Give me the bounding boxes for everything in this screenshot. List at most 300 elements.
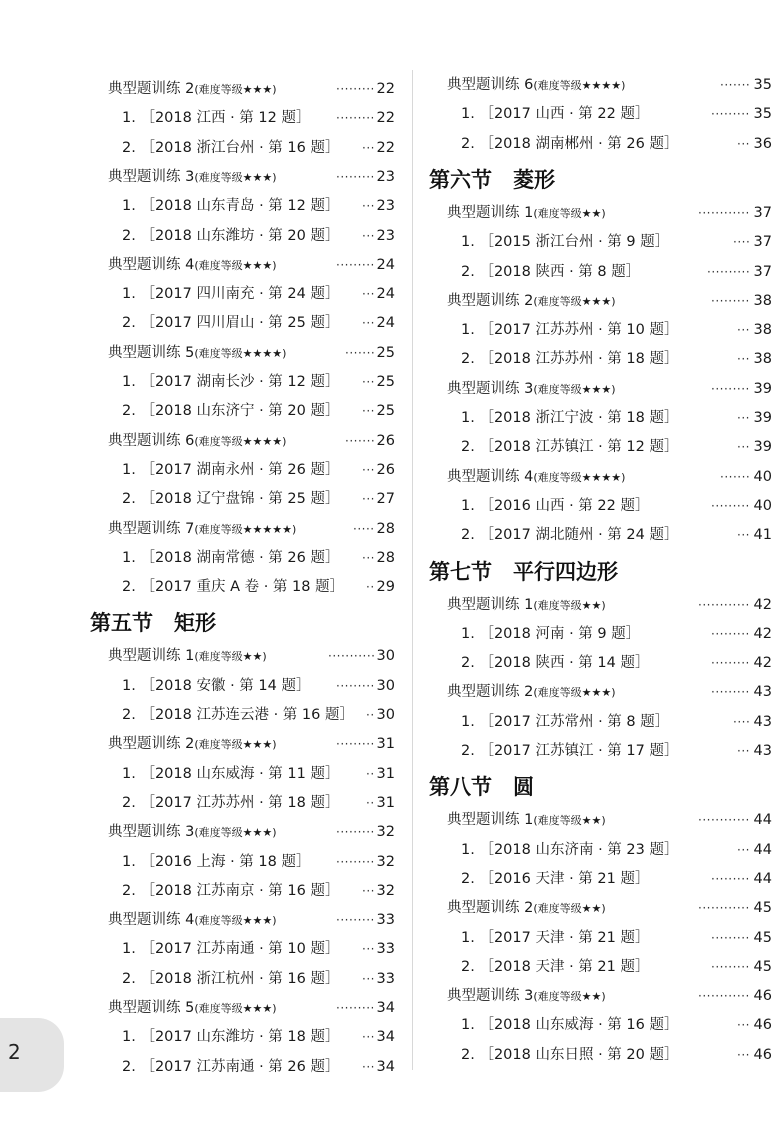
training-entry[interactable] <box>415 200 780 226</box>
entry-label <box>461 101 649 127</box>
problem-entry[interactable] <box>415 131 780 157</box>
page-ref: 24 <box>376 286 395 303</box>
entry-title: 1. ［2017 湖南长沙 · 第 12 题］ <box>122 374 340 390</box>
entry-title: 2. ［2018 山东潍坊 · 第 20 题］ <box>122 227 340 244</box>
entry-label <box>108 995 277 1022</box>
difficulty-rating: (难度等级★★★) <box>194 83 277 96</box>
page-ref: 23 <box>376 198 395 215</box>
leader-dots: ············ <box>698 901 750 916</box>
problem-entry[interactable] <box>0 135 405 161</box>
page-ref: 27 <box>376 491 395 508</box>
page-ref: 33 <box>376 912 395 929</box>
entry-label <box>447 895 606 922</box>
entry-label <box>122 193 339 219</box>
problem-entry[interactable] <box>0 761 405 787</box>
entry-title: 1. ［2018 安徽 · 第 14 题］ <box>122 677 311 694</box>
leader-dots: ········· <box>711 930 750 945</box>
entry-title: 1. ［2017 江苏常州 · 第 8 题］ <box>461 713 670 730</box>
training-entry[interactable] <box>415 983 780 1009</box>
problem-entry[interactable] <box>0 673 405 699</box>
entry-title: 2. ［2017 四川眉山 · 第 25 题］ <box>122 315 340 332</box>
training-entry[interactable] <box>0 252 405 278</box>
problem-entry[interactable] <box>0 457 405 483</box>
page-ref: 40 <box>753 497 772 514</box>
entry-label <box>461 434 678 460</box>
difficulty-rating: (难度等级★★★) <box>533 382 616 396</box>
problem-entry[interactable] <box>0 398 405 424</box>
page-ref: 42 <box>753 625 772 642</box>
entry-label <box>461 738 678 764</box>
problem-entry[interactable] <box>415 1012 780 1038</box>
entry-title: 典型题训练 6 <box>108 432 195 449</box>
leader-dots: ··· <box>362 942 375 957</box>
page-ref: 24 <box>376 256 395 273</box>
training-entry[interactable] <box>0 643 405 669</box>
page-ref: 45 <box>753 958 772 975</box>
training-entry[interactable] <box>415 72 780 98</box>
problem-entry[interactable] <box>415 405 780 431</box>
problem-entry[interactable] <box>415 837 780 863</box>
entry-title: 典型题训练 5 <box>108 344 195 361</box>
entry-label <box>122 545 339 571</box>
entry-title: 1. ［2017 江苏苏州 · 第 10 题］ <box>461 322 679 339</box>
difficulty-rating: (难度等级★★) <box>533 902 606 916</box>
entry-label <box>122 790 339 816</box>
entry-title: 1. ［2017 天津 · 第 21 题］ <box>461 929 650 946</box>
entry-title: 1. ［2018 山东威海 · 第 11 题］ <box>122 765 340 782</box>
entry-title: 1. ［2018 浙江宁波 · 第 18 题］ <box>461 410 679 426</box>
leader-dots: ······· <box>345 433 375 448</box>
leader-dots: ··· <box>737 744 750 758</box>
section-heading: 第五节 矩形 <box>90 610 216 636</box>
page-ref: 22 <box>376 81 395 97</box>
leader-dots: ········· <box>711 626 750 641</box>
leader-dots: ·· <box>366 766 375 781</box>
entry-title: 典型题训练 1 <box>108 648 195 665</box>
entry-label <box>461 925 649 951</box>
problem-entry[interactable] <box>0 369 405 395</box>
entry-title: 1. ［2017 四川南充 · 第 24 题］ <box>122 286 340 303</box>
leader-dots: ········· <box>711 871 750 886</box>
page-ref: 30 <box>376 677 395 694</box>
entry-title: 典型题训练 4 <box>108 256 195 273</box>
entry-label <box>122 457 339 483</box>
entry-label <box>447 807 606 834</box>
difficulty-rating: (难度等级★★★) <box>194 826 277 840</box>
entry-title: 典型题训练 1 <box>447 596 534 613</box>
training-entry[interactable] <box>415 807 780 833</box>
page-ref: 35 <box>753 77 772 93</box>
training-entry[interactable] <box>415 376 780 402</box>
page-ref: 34 <box>376 1058 395 1075</box>
entry-title: 典型题训练 2 <box>447 900 534 917</box>
entry-title: 2. ［2017 江苏南通 · 第 26 题］ <box>122 1058 340 1075</box>
entry-title: 典型题训练 1 <box>447 204 534 221</box>
page-ref: 37 <box>753 263 772 280</box>
leader-dots: ··· <box>737 1047 750 1062</box>
entry-title: 2. ［2018 湖南郴州 · 第 26 题］ <box>461 135 679 152</box>
training-entry[interactable] <box>0 995 405 1021</box>
entry-label <box>122 486 339 512</box>
problem-entry[interactable] <box>415 346 780 372</box>
leader-dots: ········· <box>711 959 750 974</box>
leader-dots: ··· <box>737 352 750 367</box>
difficulty-rating: (难度等级★★★) <box>533 294 616 308</box>
entry-label <box>122 223 339 249</box>
leader-dots: ·· <box>366 708 375 722</box>
entry-title: 1. ［2018 江西 · 第 12 题］ <box>122 110 311 127</box>
problem-entry[interactable] <box>0 193 405 219</box>
entry-label <box>447 679 616 706</box>
problem-entry[interactable] <box>0 486 405 512</box>
leader-dots: ··· <box>362 404 375 419</box>
difficulty-rating: (难度等级★★) <box>533 814 606 828</box>
problem-entry[interactable] <box>415 650 780 676</box>
difficulty-rating: (难度等级★★) <box>533 990 606 1004</box>
training-entry[interactable] <box>415 464 780 490</box>
entry-title: 2. ［2018 山东济宁 · 第 20 题］ <box>122 403 340 420</box>
difficulty-rating: (难度等级★★★★) <box>194 434 287 448</box>
leader-dots: ············ <box>698 813 750 828</box>
leader-dots: ··· <box>737 440 750 455</box>
page-ref: 28 <box>376 520 395 537</box>
entry-title: 2. ［2016 天津 · 第 21 题］ <box>461 870 650 887</box>
page-ref: 46 <box>753 1046 772 1063</box>
entry-label <box>461 346 678 372</box>
entry-title: 典型题训练 2 <box>108 736 195 753</box>
entry-label <box>108 76 277 103</box>
entry-title: 1. ［2016 上海 · 第 18 题］ <box>122 853 311 870</box>
page-ref: 46 <box>753 988 772 1005</box>
page-ref: 34 <box>376 1029 395 1046</box>
entry-title: 1. ［2017 江苏南通 · 第 10 题］ <box>122 941 340 958</box>
leader-dots: ············ <box>698 597 750 612</box>
problem-entry[interactable] <box>415 434 780 460</box>
page-ref: 43 <box>753 743 772 759</box>
page-ref: 29 <box>376 579 395 596</box>
leader-dots: ········· <box>336 257 375 272</box>
page-ref: 23 <box>376 227 395 244</box>
problem-entry[interactable] <box>0 849 405 875</box>
entry-label <box>122 936 339 962</box>
leader-dots: ··· <box>362 462 375 477</box>
section-heading: 第七节 平行四边形 <box>429 558 618 584</box>
problem-entry[interactable] <box>415 709 780 735</box>
entry-title: 1. ［2018 湖南常德 · 第 26 题］ <box>122 549 340 566</box>
leader-dots: ········· <box>336 678 375 693</box>
page-ref: 46 <box>753 1017 772 1034</box>
entry-label <box>461 131 678 157</box>
leader-dots: ··· <box>737 411 750 425</box>
leader-dots: ··· <box>362 883 375 898</box>
leader-dots: ········· <box>336 737 375 752</box>
training-entry[interactable] <box>0 731 405 757</box>
entry-title: 2. ［2018 浙江台州 · 第 16 题］ <box>122 139 340 156</box>
page-ref: 39 <box>753 410 772 426</box>
page-ref: 26 <box>376 432 395 449</box>
entry-label <box>108 907 277 934</box>
problem-entry[interactable] <box>0 545 405 571</box>
page-ref: 32 <box>376 882 395 899</box>
entry-label <box>122 1054 339 1080</box>
leader-dots: ······· <box>345 345 375 360</box>
problem-entry[interactable] <box>415 621 780 647</box>
page-ref: 31 <box>376 765 395 782</box>
leader-dots: ··· <box>362 971 375 986</box>
entry-label <box>461 954 649 980</box>
page-ref: 22 <box>376 110 395 127</box>
entry-label <box>122 673 310 699</box>
problem-entry[interactable] <box>0 310 405 336</box>
entry-title: 2. ［2018 江苏连云港 · 第 16 题］ <box>122 707 354 723</box>
entry-title: 2. ［2017 江苏镇江 · 第 17 题］ <box>461 743 679 759</box>
problem-entry[interactable] <box>415 954 780 980</box>
entry-title: 1. ［2018 山东威海 · 第 16 题］ <box>461 1017 679 1034</box>
problem-entry[interactable] <box>415 229 780 255</box>
problem-entry[interactable] <box>0 936 405 962</box>
entry-label <box>122 966 339 992</box>
page-ref: 39 <box>753 380 772 397</box>
difficulty-rating: (难度等级★★★) <box>194 258 277 272</box>
leader-dots: ········· <box>336 1001 375 1015</box>
page-ref: 23 <box>376 168 395 185</box>
entry-title: 典型题训练 5 <box>108 1000 195 1016</box>
entry-label <box>461 1042 678 1068</box>
entry-title: 2. ［2017 湖北随州 · 第 24 题］ <box>461 527 679 544</box>
entry-label <box>108 731 277 758</box>
leader-dots: ··· <box>737 528 750 543</box>
entry-label <box>447 983 606 1010</box>
page-ref: 22 <box>376 139 395 156</box>
entry-label <box>122 105 310 131</box>
entry-label <box>461 259 640 285</box>
problem-entry[interactable] <box>415 866 780 892</box>
entry-title: 2. ［2018 江苏镇江 · 第 12 题］ <box>461 439 679 456</box>
page-ref: 28 <box>376 549 395 566</box>
problem-entry[interactable] <box>415 317 780 343</box>
leader-dots: ·········· <box>707 264 750 279</box>
entry-label <box>461 229 669 255</box>
leader-dots: ··· <box>362 375 375 389</box>
entry-title: 典型题训练 2 <box>447 684 534 701</box>
leader-dots: ··· <box>362 1059 375 1074</box>
leader-dots: ········· <box>711 685 750 700</box>
entry-title: 典型题训练 2 <box>108 81 195 97</box>
entry-title: 2. ［2018 陕西 · 第 8 题］ <box>461 263 641 280</box>
training-entry[interactable] <box>0 340 405 366</box>
leader-dots: ··· <box>362 140 375 155</box>
entry-label <box>122 574 344 600</box>
problem-entry[interactable] <box>0 223 405 249</box>
page-number-tab <box>0 1018 64 1092</box>
training-entry[interactable] <box>415 592 780 618</box>
leader-dots: ··· <box>362 316 375 331</box>
entry-title: 2. ［2017 江苏苏州 · 第 18 题］ <box>122 794 340 811</box>
problem-entry[interactable] <box>0 702 405 728</box>
entry-label <box>108 164 277 191</box>
problem-entry[interactable] <box>415 493 780 519</box>
leader-dots: ············ <box>698 989 750 1004</box>
problem-entry[interactable] <box>415 101 780 127</box>
entry-title: 1. ［2017 山西 · 第 22 题］ <box>461 106 650 123</box>
page-ref: 38 <box>753 292 772 309</box>
entry-label <box>447 72 625 99</box>
page-ref: 31 <box>376 794 395 811</box>
difficulty-rating: (难度等级★★) <box>533 598 606 612</box>
entry-title: 典型题训练 4 <box>447 468 534 485</box>
entry-label <box>108 643 267 670</box>
difficulty-rating: (难度等级★★★) <box>194 738 277 752</box>
leader-dots: ·· <box>366 795 375 810</box>
entry-title: 典型题训练 2 <box>447 292 534 309</box>
training-entry[interactable] <box>415 895 780 921</box>
page-ref: 25 <box>376 403 395 420</box>
entry-title: 1. ［2018 山东济南 · 第 23 题］ <box>461 841 679 858</box>
page-ref: 25 <box>376 374 395 390</box>
training-entry[interactable] <box>0 516 405 542</box>
problem-entry[interactable] <box>0 574 405 600</box>
page-ref: 40 <box>753 468 772 485</box>
page-ref: 39 <box>753 439 772 456</box>
page-ref: 45 <box>753 929 772 946</box>
entry-label <box>461 650 649 676</box>
entry-label <box>461 493 649 519</box>
entry-title: 典型题训练 3 <box>447 380 534 397</box>
page-ref: 43 <box>753 713 772 730</box>
page-ref: 25 <box>376 344 395 361</box>
entry-title: 典型题训练 3 <box>447 988 534 1005</box>
leader-dots: ··· <box>737 323 750 338</box>
problem-entry[interactable] <box>0 281 405 307</box>
entry-label <box>461 1012 678 1038</box>
entry-title: 2. ［2018 江苏苏州 · 第 18 题］ <box>461 351 679 368</box>
problem-entry[interactable] <box>0 966 405 992</box>
training-entry[interactable] <box>0 76 405 102</box>
entry-title: 典型题训练 3 <box>108 168 195 185</box>
problem-entry[interactable] <box>415 259 780 285</box>
entry-label <box>122 135 339 161</box>
difficulty-rating: (难度等级★★) <box>533 206 606 220</box>
page-ref: 33 <box>376 970 395 987</box>
page-ref: 32 <box>376 824 395 841</box>
entry-title: 1. ［2018 山东青岛 · 第 12 题］ <box>122 198 340 215</box>
difficulty-rating: (难度等级★★★★) <box>533 470 626 484</box>
entry-label <box>122 1024 339 1050</box>
entry-label <box>447 200 606 227</box>
problem-entry[interactable] <box>0 878 405 904</box>
entry-title: 典型题训练 1 <box>447 812 534 829</box>
entry-label <box>108 516 296 543</box>
leader-dots: ··· <box>737 136 750 151</box>
page-ref: 43 <box>753 684 772 701</box>
leader-dots: ········· <box>711 656 750 671</box>
training-entry[interactable] <box>0 428 405 454</box>
leader-dots: ··· <box>362 287 375 302</box>
problem-entry[interactable] <box>0 105 405 131</box>
entry-label <box>447 376 616 403</box>
page-ref: 41 <box>753 527 772 544</box>
entry-title: 2. ［2017 重庆 A 卷 · 第 18 题］ <box>122 579 345 596</box>
leader-dots: ··· <box>362 550 375 565</box>
problem-entry[interactable] <box>415 925 780 951</box>
difficulty-rating: (难度等级★★) <box>194 650 267 664</box>
entry-label <box>108 252 277 279</box>
training-entry[interactable] <box>0 819 405 845</box>
entry-label <box>122 702 354 728</box>
page-ref: 34 <box>376 1000 395 1016</box>
entry-title: 2. ［2018 陕西 · 第 14 题］ <box>461 655 650 672</box>
leader-dots: ··· <box>362 492 375 507</box>
problem-entry[interactable] <box>415 522 780 548</box>
entry-title: 1. ［2015 浙江台州 · 第 9 题］ <box>461 234 670 251</box>
leader-dots: ······· <box>720 78 750 92</box>
leader-dots: ·· <box>366 580 375 595</box>
leader-dots: ··· <box>737 1018 750 1033</box>
section-heading: 第八节 圆 <box>429 774 534 800</box>
entry-title: 典型题训练 3 <box>108 824 195 841</box>
entry-label <box>122 878 339 904</box>
entry-label <box>461 405 678 431</box>
page-ref: 36 <box>753 135 772 152</box>
page-ref: 44 <box>753 870 772 887</box>
leader-dots: ··········· <box>328 649 375 664</box>
leader-dots: ··· <box>362 199 375 214</box>
difficulty-rating: (难度等级★★★) <box>533 686 616 700</box>
leader-dots: ············ <box>698 205 750 220</box>
entry-label <box>108 340 286 367</box>
training-entry[interactable] <box>415 288 780 314</box>
training-entry[interactable] <box>415 679 780 705</box>
entry-label <box>122 369 339 395</box>
entry-title: 2. ［2018 辽宁盘锦 · 第 25 题］ <box>122 491 340 508</box>
problem-entry[interactable] <box>0 790 405 816</box>
entry-label <box>108 428 286 455</box>
leader-dots: ········· <box>336 82 375 96</box>
entry-label <box>447 288 616 315</box>
page-ref: 37 <box>753 234 772 251</box>
page-ref: 37 <box>753 204 772 221</box>
difficulty-rating: (难度等级★★★) <box>194 914 277 928</box>
entry-title: 2. ［2018 山东日照 · 第 20 题］ <box>461 1046 679 1063</box>
training-entry[interactable] <box>0 907 405 933</box>
leader-dots: ······· <box>720 469 750 484</box>
entry-label <box>461 317 678 343</box>
entry-label <box>461 522 678 548</box>
entry-label <box>122 281 339 307</box>
leader-dots: ········· <box>336 825 375 840</box>
entry-label <box>447 464 625 491</box>
entry-label <box>461 837 678 863</box>
entry-title: 典型题训练 4 <box>108 912 195 929</box>
training-entry[interactable] <box>0 164 405 190</box>
page-ref: 35 <box>753 106 772 123</box>
leader-dots: ········· <box>336 854 375 869</box>
leader-dots: ···· <box>733 714 750 729</box>
problem-entry[interactable] <box>415 1042 780 1068</box>
page-ref: 44 <box>753 841 772 858</box>
entry-title: 1. ［2017 湖南永州 · 第 26 题］ <box>122 461 340 478</box>
leader-dots: ··· <box>737 842 750 857</box>
page-ref: 33 <box>376 941 395 958</box>
entry-title: 1. ［2018 河南 · 第 9 题］ <box>461 625 641 642</box>
leader-dots: ········· <box>336 169 375 184</box>
difficulty-rating: (难度等级★★★) <box>194 1002 277 1015</box>
entry-title: 1. ［2017 山东潍坊 · 第 18 题］ <box>122 1029 340 1046</box>
entry-label <box>122 398 339 424</box>
entry-label <box>461 709 669 735</box>
entry-title: 2. ［2018 江苏南京 · 第 16 题］ <box>122 882 340 899</box>
problem-entry[interactable] <box>415 738 780 764</box>
